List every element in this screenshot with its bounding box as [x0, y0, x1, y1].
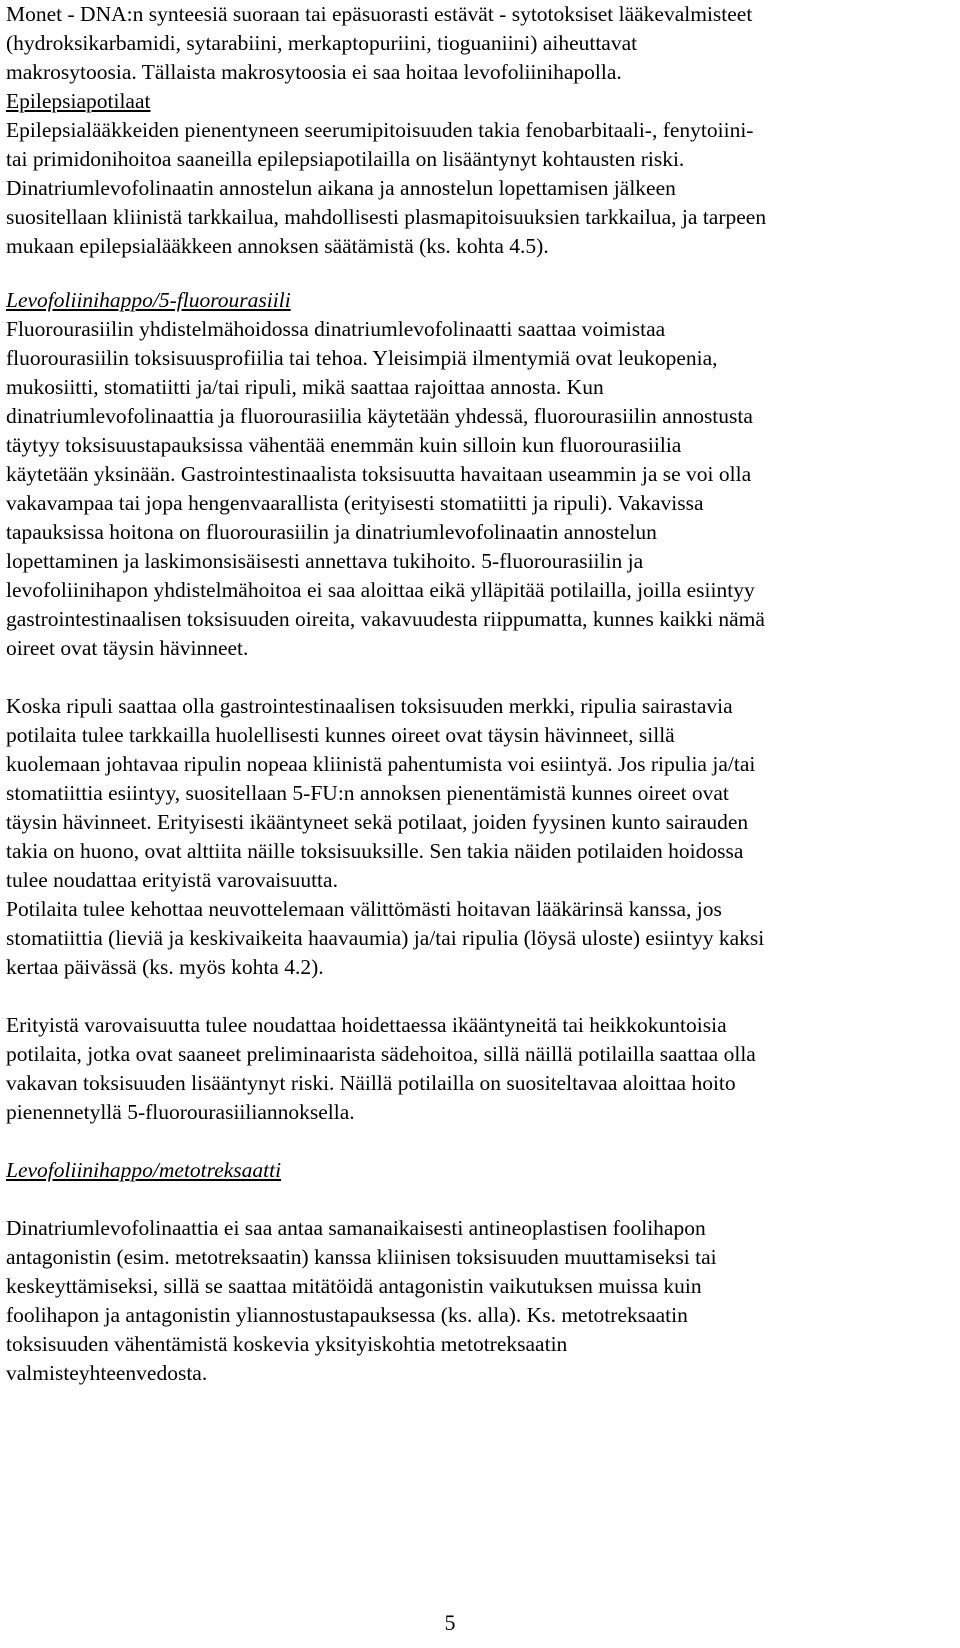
text-line: mukaan epilepsialääkkeen annoksen säätämistä (ks. kohta 4.5).: [6, 234, 549, 258]
text-line: tapauksissa hoitona on fluorourasiilin ja dinatriumlevofolinaatin annostelun: [6, 520, 657, 544]
text-line: stomatiittia (lieviä ja keskivaikeita haavaumia) ja/tai ripulia (löysä uloste) esiintyy kaksi: [6, 926, 765, 950]
text-line: toksisuuden vähentämistä koskevia yksityiskohtia metotreksaatin: [6, 1332, 568, 1356]
text-line: Dinatriumlevofolinaattia ei saa antaa samanaikaisesti antineoplastisen foolihapon: [6, 1216, 706, 1240]
text-line: fluorourasiilin toksisuusprofiilia tai tehoa. Yleisimpiä ilmentymiä ovat leukopenia,: [6, 346, 718, 370]
text-line: stomatiittia esiintyy, suositellaan 5-FU:n annoksen pienentämistä kunnes oireet ovat: [6, 781, 729, 805]
text-line: gastrointestinaalisen toksisuuden oireita, vakavuudesta riippumatta, kunnes kaikki nämä: [6, 607, 765, 631]
text-line: täysin hävinneet. Erityisesti ikääntyneet sekä potilaat, joiden fyysinen kunto sairauden: [6, 810, 749, 834]
section-heading-epilepsy: Epilepsiapotilaat: [6, 89, 151, 113]
text-line: vakavan toksisuuden lisääntynyt riski. Näillä potilailla on suositeltavaa aloittaa hoito: [6, 1071, 736, 1095]
epilepsy-section: [6, 87, 956, 261]
text-line: levofoliinihapon yhdistelmähoitoa ei saa aloittaa eikä ylläpitää potilailla, joilla esiintyy: [6, 578, 755, 602]
document-page: [6, 0, 956, 1388]
text-line: Monet - DNA:n synteesiä suoraan tai epäsuorasti estävät - sytotoksiset lääkevalmisteet: [6, 2, 753, 26]
text-line: Erityistä varovaisuutta tulee noudattaa hoidettaessa ikääntyneitä tai heikkokuntoisia: [6, 1013, 727, 1037]
text-line: Potilaita tulee kehottaa neuvottelemaan välittömästi hoitavan lääkärinsä kanssa, jos: [6, 897, 722, 921]
text-line: (hydroksikarbamidi, sytarabiini, merkaptopuriini, tioguaniini) aiheuttavat: [6, 31, 638, 55]
methotrexate-paragraph: [6, 1214, 956, 1388]
text-line: Dinatriumlevofolinaatin annostelun aikana ja annostelun lopettamisen jälkeen: [6, 176, 676, 200]
text-line: Koska ripuli saattaa olla gastrointestinaalisen toksisuuden merkki, ripulia sairastavia: [6, 694, 733, 718]
text-line: kuolemaan johtavaa ripulin nopeaa kliinistä pahentumista voi esiintyä. Jos ripulia ja/tai: [6, 752, 756, 776]
elderly-paragraph: [6, 1011, 956, 1127]
text-line: vakavampaa tai jopa hengenvaarallista (erityisesti stomatiitti ja ripuli). Vakavissa: [6, 491, 704, 515]
text-line: makrosytoosia. Tällaista makrosytoosia ei saa hoitaa levofoliinihapolla.: [6, 60, 622, 84]
methotrexate-heading-block: [6, 1156, 956, 1185]
text-line: antagonistin (esim. metotreksaatin) kanssa kliinisen toksisuuden muuttamiseksi tai: [6, 1245, 717, 1269]
section-heading-methotrexate: Levofoliinihappo/metotreksaatti: [6, 1158, 282, 1182]
text-line: valmisteyhteenvedosta.: [6, 1361, 208, 1385]
text-line: täytyy toksisuustapauksissa vähentää enemmän kuin silloin kun fluorourasiilia: [6, 433, 682, 457]
text-line: Epilepsialääkkeiden pienentyneen seerumipitoisuuden takia fenobarbitaali-, fenytoiini-: [6, 118, 754, 142]
text-line: tulee noudattaa erityistä varovaisuutta.: [6, 868, 338, 892]
text-line: potilaita, jotka ovat saaneet preliminaarista sädehoitoa, sillä näillä potilailla saattaa olla: [6, 1042, 756, 1066]
page-number: 5: [444, 1610, 456, 1635]
text-line: käytetään yksinään. Gastrointestinaalista toksisuutta havaitaan useammin ja se voi olla: [6, 462, 752, 486]
text-line: keskeyttämiseksi, sillä se saattaa mitätöidä antagonistin vaikutuksen muissa kuin: [6, 1274, 702, 1298]
intro-paragraph: [6, 0, 956, 87]
text-line: potilaita tulee tarkkailla huolellisesti kunnes oireet ovat täysin hävinneet, sillä: [6, 723, 675, 747]
text-line: suositellaan kliinistä tarkkailua, mahdollisesti plasmapitoisuuksien tarkkailua, ja tarpeen: [6, 205, 767, 229]
text-line: takia on huono, ovat alttiita näille toksisuuksille. Sen takia näiden potilaiden hoidossa: [6, 839, 744, 863]
text-line: oireet ovat täysin hävinneet.: [6, 636, 249, 660]
section-heading-fluorouracil: Levofoliinihappo/5-fluorourasiili: [6, 288, 291, 312]
text-line: tai primidonihoitoa saaneilla epilepsiapotilailla on lisääntynyt kohtausten riski.: [6, 147, 685, 171]
text-line: dinatriumlevofolinaattia ja fluorourasiilia käytetään yhdessä, fluorourasiilin annostusta: [6, 404, 753, 428]
text-line: pienennetyllä 5-fluorourasiiliannoksella.: [6, 1100, 355, 1124]
fluorouracil-section: [6, 286, 956, 663]
text-line: kertaa päivässä (ks. myös kohta 4.2).: [6, 955, 324, 979]
patient-advice-paragraph: [6, 895, 956, 982]
text-line: Fluorourasiilin yhdistelmähoidossa dinatriumlevofolinaatti saattaa voimistaa: [6, 317, 666, 341]
text-line: lopettaminen ja laskimonsisäisesti annettava tukihoito. 5-fluorourasiilin ja: [6, 549, 644, 573]
diarrhea-paragraph: [6, 692, 956, 895]
text-line: mukosiitti, stomatiitti ja/tai ripuli, mikä saattaa rajoittaa annosta. Kun: [6, 375, 604, 399]
text-line: foolihapon ja antagonistin yliannostustapauksessa (ks. alla). Ks. metotreksaatin: [6, 1303, 688, 1327]
